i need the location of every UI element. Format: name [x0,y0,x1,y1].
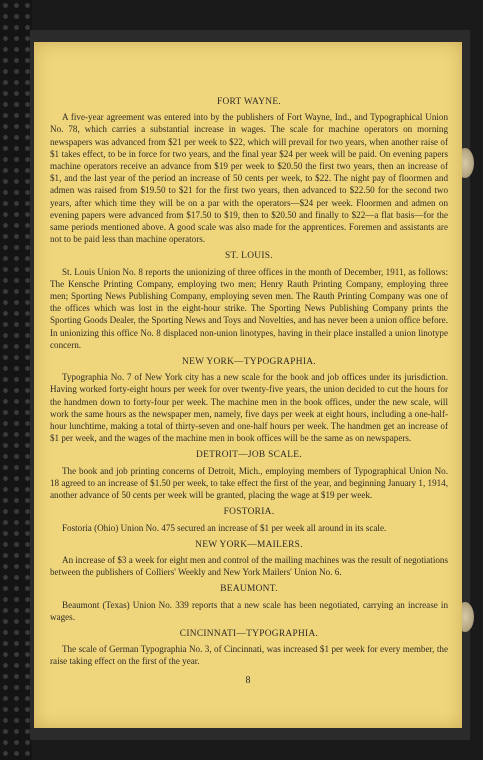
section-heading: NEW YORK—TYPOGRAPHIA. [182,357,316,368]
section-st-louis [50,250,448,351]
section-new-york-typographia [50,356,448,444]
book-binding [0,0,32,760]
section-detroit-job-scale [50,449,448,501]
section-heading: CINCINNATI—TYPOGRAPHIA. [179,628,319,639]
section-beaumont [50,583,448,623]
section-heading: FOSTORIA. [223,507,275,518]
section-paragraph: A five-year agreement was entered into by the publishers of Fort Wayne, Ind., and Typographical Union No. 78, which carries a substantial increase in wages. The scale for machine operators on morning newspapers was advanced from $21 per week to $22, which will prevail for two years, when another raise of $1 takes effect, to be in force for two years, and the final year $24 per week will be paid. On evening papers machine operators receive an advance from $19 per week to $20.50 the first two years, then an increase of $1, and the last year of the period an increase of 50 cents per week, to $22. The night pay of floormen and admen was raised from $19.50 to $21 for the first two years, then advanced to $22.50 for the second two years, after which time they will be on a par with the operators—$24 per week. Floormen and admen on evening papers were advanced from $17.50 to $19, then to $20.50 and finally to $22—a flat basis—for the same periods mentioned above. A good scale was also made for the apprentices. Foremen and assistants are not to be paid less than machine operators. [50,112,448,245]
section-paragraph: Beaumont (Texas) Union No. 339 reports that a new scale has been negotiated, carrying an increase in wages. [50,599,448,622]
section-fostoria [50,506,448,533]
section-heading: FORT WAYNE. [216,97,282,107]
section-paragraph: Fostoria (Ohio) Union No. 475 secured an increase of $1 per week all around in its scale. [62,522,387,533]
section-heading: NEW YORK—MAILERS. [195,539,303,550]
section-paragraph: An increase of $3 a week for eight men and control of the mailing machines was the result of negotiations between the publishers of Colliers' Weekly and New York Mailers' Union No. 6. [50,554,448,578]
document-page [34,42,462,728]
section-heading: ST. LOUIS. [225,251,273,262]
section-paragraph: Typographia No. 7 of New York city has a new scale for the book and job offices under its jurisdiction. Having worked forty-eight hours per week for over twenty-five years, the union decided to cut the hours for the handmen down to forty-four per week. The machine men in the book offices, under the new scale, will work the same hours as the newspaper men, namely, five days per week at eight hours, including a one-half-hour lunchtime, making a total of thirty-seven and one-half hours per week. The handmen get an increase of $1 per week, and the wages of the machine men in book offices will be the same as on newspapers. [50,372,448,444]
section-new-york-mailers [50,539,448,579]
section-paragraph: The scale of German Typographia No. 3, of Cincinnati, was increased $1 per week for every member, the raise taking effect on the first of the year. [50,644,448,667]
section-paragraph: The book and job printing concerns of Detroit, Mich., employing members of Typographical Union No. 18 agreed to an increase of $1.50 per week, to take effect the first of the year, and beginning January 1, 1914, another advance of 50 cents per week will be granted, placing the wage at $19 per week. [50,465,448,501]
section-heading: BEAUMONT. [220,584,278,595]
section-fort-wayne [50,96,448,245]
page-number: 8 [245,675,251,686]
section-cincinnati-typographia [50,628,448,668]
section-paragraph: St. Louis Union No. 8 reports the unionizing of three offices in the month of December, 1911, as follows: The Kensche Printing Company, employing two men; Henry Rauth Printing Company, employing three men; Sporting News Publishing Company, employing seven men. The Rauth Printing Company was one of the offices which was lost in the eight-hour strike. The Sporting News Publishing Company prints the Sporting Goods Dealer, the Sporting News and Toys and Novelties, and has never been a union office before. In unionizing this office No. 8 displaced non-union linotypes, having in their place installed a union linotype concern. [50,266,448,350]
section-heading: DETROIT—JOB SCALE. [196,450,302,461]
page-content [50,96,448,673]
